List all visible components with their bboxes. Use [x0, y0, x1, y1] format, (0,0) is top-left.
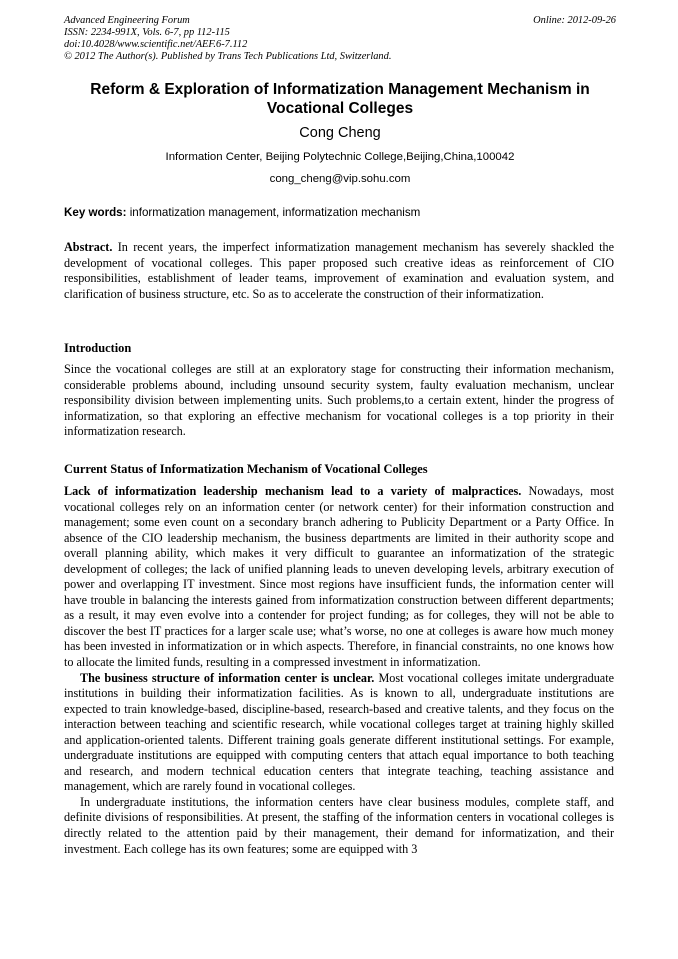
online-date: Online: 2012-09-26	[533, 15, 616, 26]
keywords	[64, 206, 616, 220]
p3-text: In undergraduate institutions, the information centers have clear business modules, complete staff, and definite divisions of responsibilities. At present, the staffing of the information centers in vocational colleges is directly related to the attention paid by their management, their demand for informatization, and their investment. Each college has its own features; some are equipped with 3	[64, 794, 614, 856]
paper-title: Reform & Exploration of Informatization Management Mechanism in Vocational Colleges	[90, 81, 590, 117]
author-name: Cong Cheng	[299, 125, 381, 141]
keywords-label: Key words:	[64, 206, 127, 219]
journal-header	[64, 15, 616, 63]
abstract	[64, 240, 614, 302]
author-email: cong_cheng@vip.sohu.com	[269, 173, 411, 185]
p2-text: Most vocational colleges imitate undergraduate institutions in building their informatization facilities. As is known to all, undergraduate institutions are expected to train knowledge-based, discipline-based, research-based and creative talents, and they focus on the interaction between teaching and scientific research, while vocational colleges target at training highly skilled and application-oriented talents. Different training goals generate different institutional settings. For example, undergraduate institutions are equipped with computing centers that attach equal importance to both teaching and research, and modern technical education centers that integrate teaching, teaching assistance and management, which are rarely found in vocational colleges.	[64, 670, 615, 794]
section-heading: Current Status of Informatization Mechanism of Vocational Colleges	[64, 462, 428, 476]
abstract-label: Abstract.	[64, 240, 113, 254]
author-affiliation: Information Center, Beijing Polytechnic College,Beijing,China,100042	[165, 151, 515, 163]
copyright-line: © 2012 The Author(s). Published by Trans Tech Publications Ltd, Switzerland.	[64, 51, 392, 62]
abstract-text: In recent years, the imperfect informatization management mechanism has severely shackled the development of vocational colleges. This paper proposed such creative ideas as reinforcement of CIO responsibilities, establishment of leader teams, improvement of examination and evaluation system, and clarification of business structure, etc. So as to accelerate the construction of their informatization.	[64, 240, 614, 301]
body-text	[64, 484, 614, 857]
p2-lead: The business structure of information center is unclear.	[80, 670, 375, 685]
intro-paragraph	[64, 362, 614, 440]
journal-name: Advanced Engineering Forum	[64, 15, 190, 26]
doi-line: doi:10.4028/www.scientific.net/AEF.6-7.112	[64, 39, 248, 50]
intro-heading: Introduction	[64, 341, 132, 355]
keywords-text: informatization management, informatization mechanism	[126, 206, 421, 219]
issn-line: ISSN: 2234-991X, Vols. 6-7, pp 112-115	[64, 27, 230, 38]
intro-text: Since the vocational colleges are still at an exploratory stage for constructing their information mechanism, considerable problems abound, including unsound security system, faulty evaluation mechanism, unclear responsibility division between implementing units. Such problems,to a certain extent, hinder the progress of informatization, so that exploring an effective mechanism for vocational colleges is a top priority in their informatization research.	[64, 362, 614, 439]
p1-text: Nowadays, most vocational colleges rely on an information center (or network center) for their information construction and management; some even count on a secondary branch adhering to Publicity Department or a Party Office. In absence of the CIO leadership mechanism, the business departments are limited in their authority scope and overall planning ability, which makes it very difficult to guarantee an informatization of the strategic development of colleges; the lack of unified planning leads to uneven developing levels, arbitrary execution of power and overlapping IT investment. Since most regions have insufficient funds, the information center will have trouble in balancing the interests gained from informatization construction between different departments; as a result, it may even evolve into a contender for project funding; as for colleges, they will not be able to discover the best IT practices for a larger scale use; what’s worse, no one at colleges is aware how much money has been invested in informatization or in which aspects. Therefore, in financial constraints, no one knows how to allocate the limited funds, resulting in a compressed investment in informatization.	[64, 484, 614, 670]
p1-lead: Lack of informatization leadership mechanism lead to a variety of malpractices.	[64, 484, 522, 498]
